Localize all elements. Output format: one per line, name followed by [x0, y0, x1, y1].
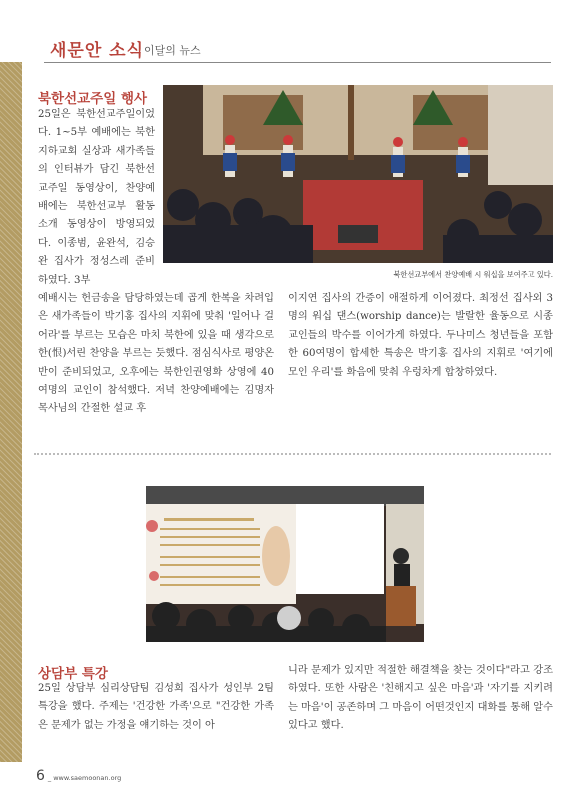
side-stripe [0, 62, 22, 762]
footer-url: _ www.saemoonan.org [47, 774, 122, 782]
photo-caption: 북한선교부에서 찬양예배 시 워십을 보여주고 있다. [393, 270, 553, 279]
worship-dance-photo [163, 85, 553, 263]
section1-col-b: 예배시는 헌금송을 담당하였는데 곱게 한복을 차려입은 새가족들이 박기홍 집사의 지휘에 맞춰 '일어나 걸어라'를 부르는 모습은 마치 북한에 있을 때 생각으로 한(恨)서린 찬양을 부르는 듯했다. 점심식사로 평양온반이 준비되었고, 오후에는 북한인권영화 상영에 40여명의 교인이 참석했다. 저녁 찬양예배에는 김명자 목사님의 간절한 설교 후 [38, 293, 274, 415]
page-header [44, 36, 551, 63]
page-number: 6 [36, 768, 45, 784]
worship-dance-illustration [163, 85, 553, 263]
header-subtitle: 이달의 뉴스 [144, 44, 201, 57]
section1-col-a: 25일은 북한선교주일이었다. 1~5부 예배에는 북한지하교회 실상과 새가족들의 인터뷰가 담긴 북한선교주일 동영상이, 찬양예배에는 북한선교부 활동 소개 동영상이 방영되었다. 이종범, 윤완석, 김승완 집사가 정성스레 준비하였다. 3부 [38, 109, 155, 286]
page-footer [36, 765, 121, 784]
header-title: 새문안 소식 [50, 41, 145, 61]
section-divider [34, 453, 551, 455]
section1-col-c: 이지연 집사의 간증이 애절하게 이어졌다. 최정선 집사외 3명의 워십 댄스(worship dance)는 발랄한 율동으로 시종 교인들의 박수를 이어가게 하였다. 두나미스 청년들을 포함한 60여명이 합세한 특송은 박기홍 집사의 지휘로 '여기에 모인 우리'를 화음에 맞춰 우렁차게 합창하였다. [288, 293, 553, 378]
section2-col-b: 니라 문제가 있지만 적절한 해결책을 찾는 것이다"라고 강조하였다. 또한 사람은 '친해지고 싶은 마음'과 '자기를 지키려는 마음'이 공존하며 그 마음이 어떤것인지 대화를 통해 알수 있다고 했다. [288, 665, 553, 732]
lecture-illustration [146, 486, 424, 642]
section2-col-a: 25일 상담부 심리상담팀 김성희 집사가 성인부 2팀 특강을 했다. 주제는 '건강한 가족'으로 "건강한 가족은 문제가 없는 가정을 얘기하는 것이 아 [38, 683, 274, 731]
section2-title: 상담부 특강 [38, 666, 108, 682]
section1-title: 북한선교주일 행사 [38, 91, 148, 107]
lecture-photo [146, 486, 424, 642]
